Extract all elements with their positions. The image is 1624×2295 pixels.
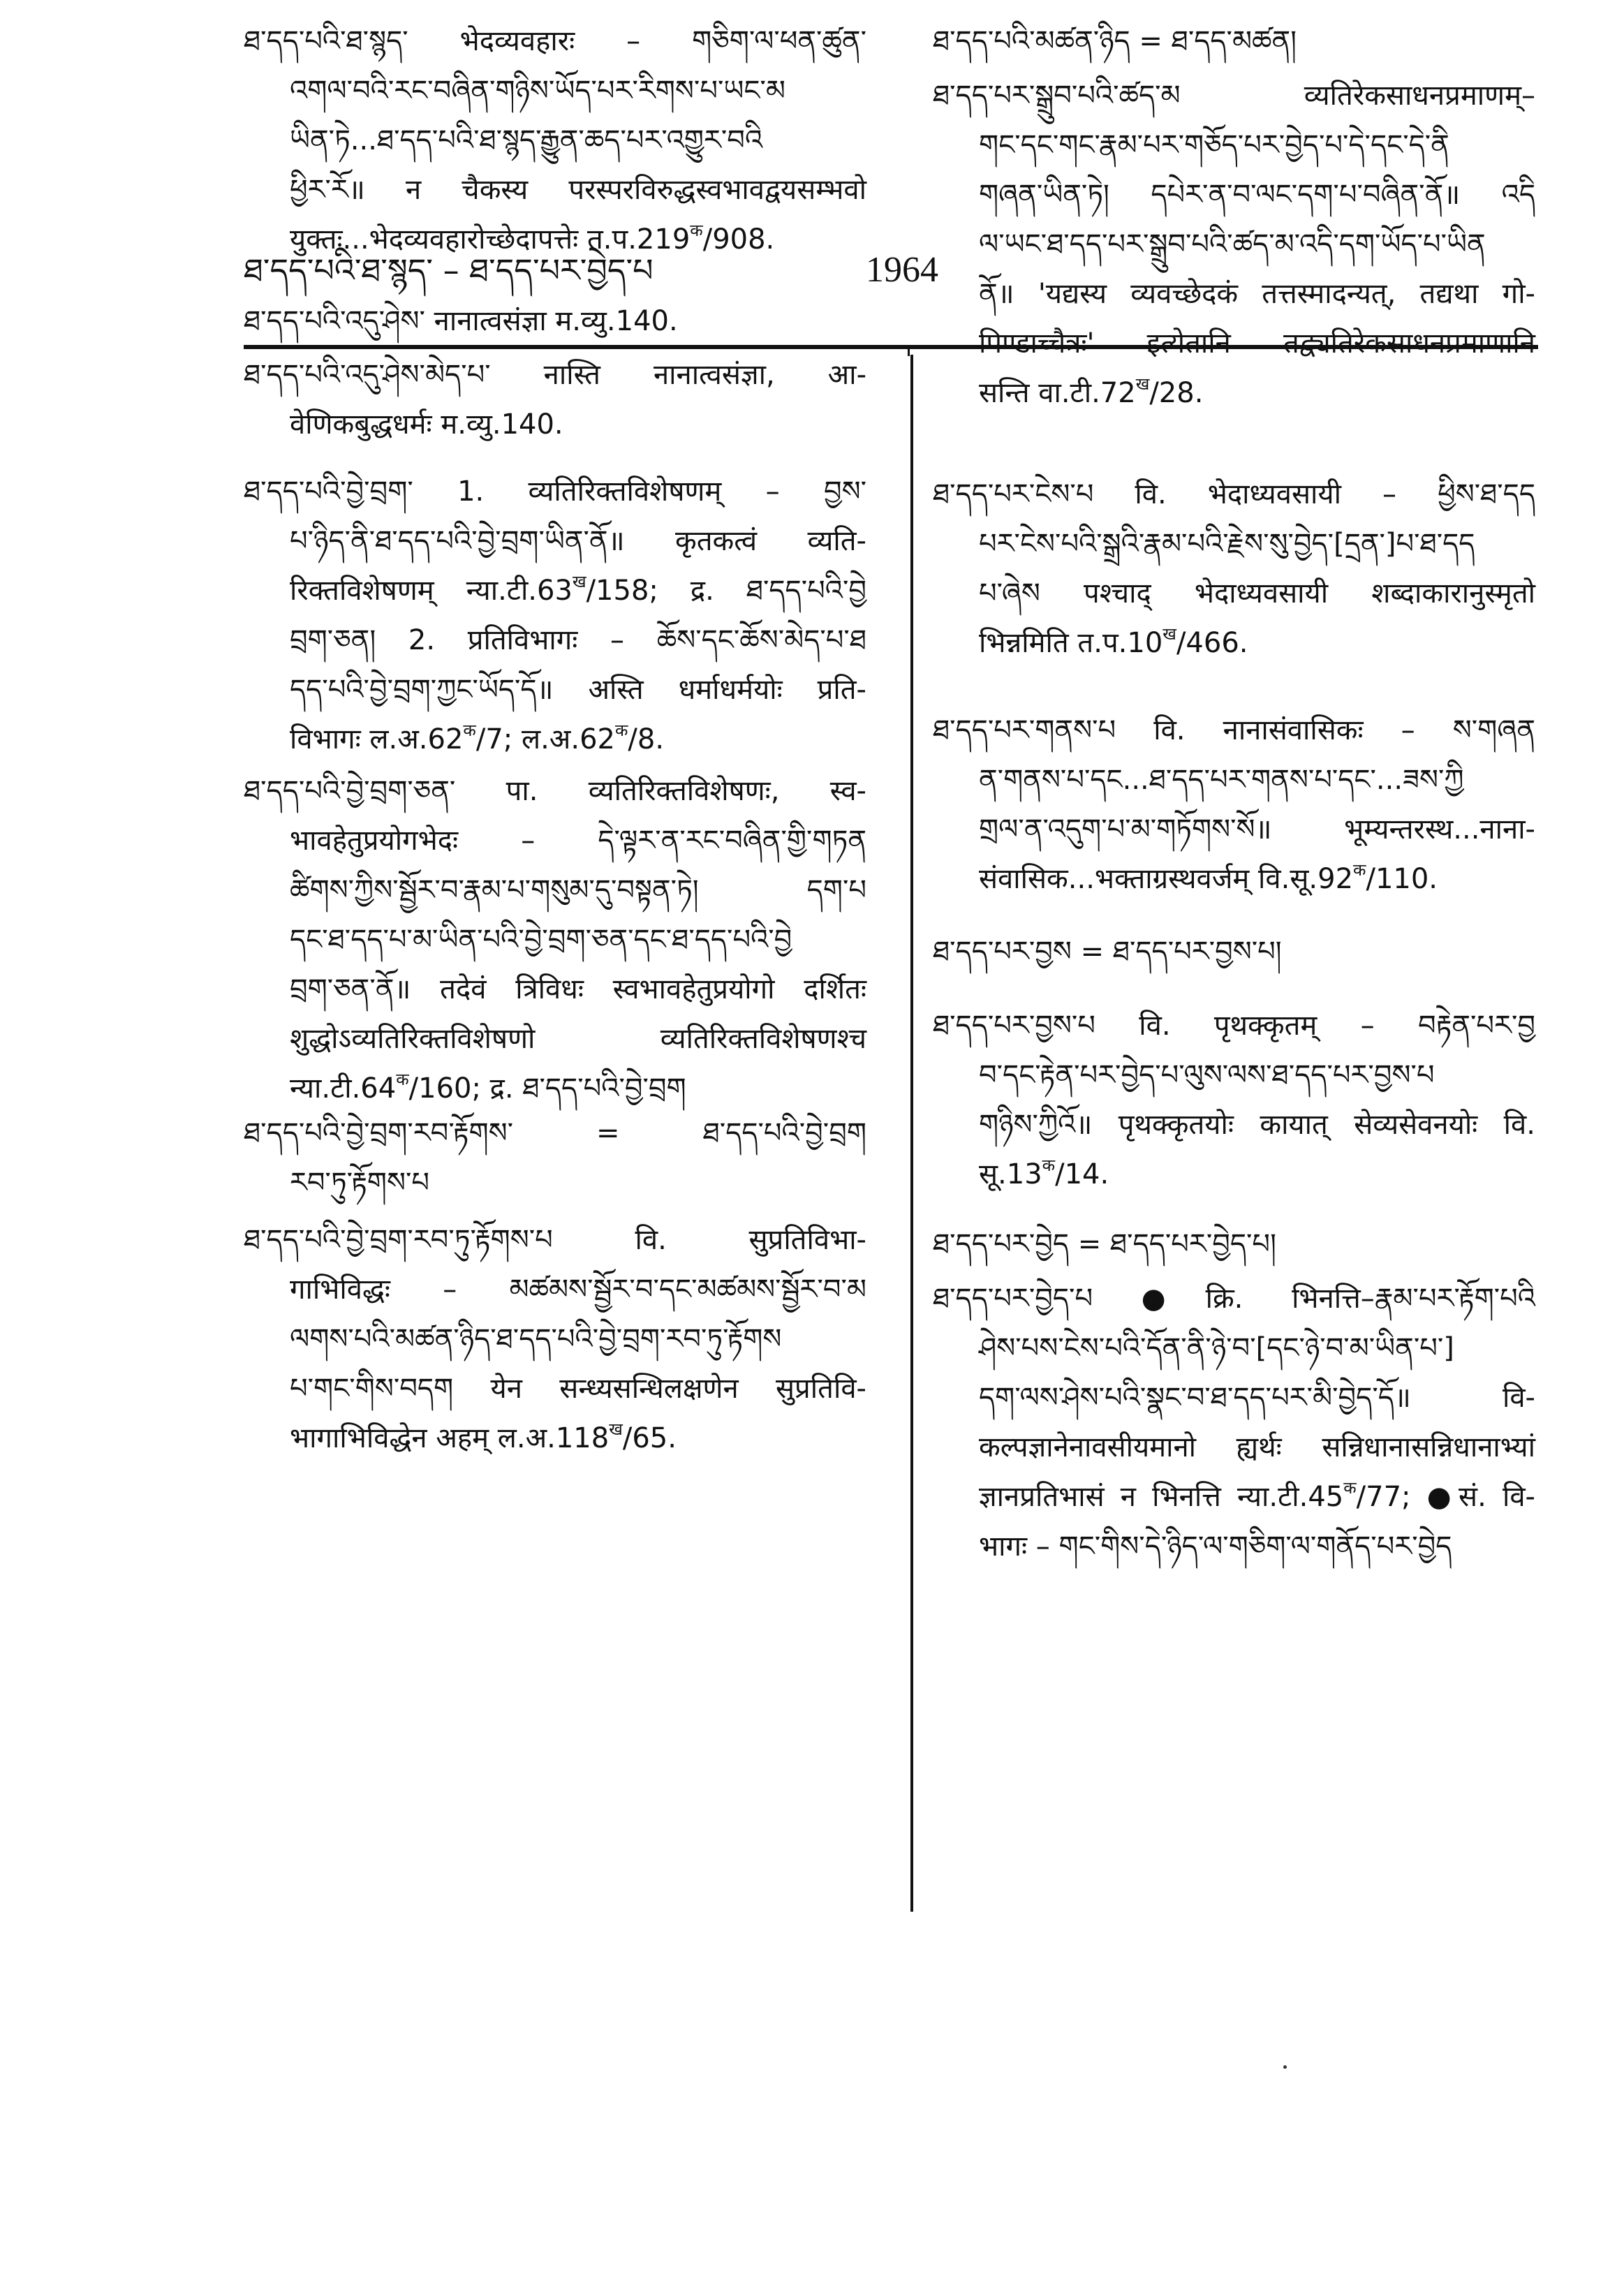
dictionary-entry [244, 1109, 866, 1208]
text-segment: པ་ཞེས पश्चाद् भेदाध्यवसायी शब्दाकारानुस्मृतो [979, 577, 1535, 610]
entry-text-line [933, 1373, 1535, 1423]
folio-side-superscript: क [690, 221, 703, 240]
text-segment: ཕྱིར་རོ॥ न चैकस्य परस्परविरुद्धस्वभावद्वयसम्भवो [290, 174, 866, 206]
text-segment: གྲལ་ན་འདུག་པ་མ་གཏོགས་སོ॥ भूम्यन्तरस्थ...नाना- [979, 813, 1535, 846]
dictionary-entry [244, 767, 866, 1114]
entry-text-line [244, 1414, 866, 1463]
dictionary-entry [933, 1220, 1535, 1269]
folio-side-superscript: क [396, 1070, 409, 1089]
text-segment: ཐ་དད་པར་བྱས་པ वि. पृथक्कृतम् – བརྟེན་པར་བྱ [933, 1010, 1535, 1042]
text-segment: कल्पज्ञानेनावसीयमानो ह्यर्थः सन्निधानासन्निधानाभ्यां [979, 1431, 1535, 1463]
folio-side-superscript: क [1042, 1156, 1056, 1175]
entry-text-line [244, 715, 866, 765]
text-segment: པ་གང་གིས་བདག येन सन्ध्यसन्धिलक्षणेन सुप्रतिवि- [290, 1373, 866, 1405]
entry-text-line [933, 170, 1535, 220]
entry-text-line [244, 66, 866, 116]
entry-text-line [244, 816, 866, 866]
text-segment: ལགས་པའི་མཚན་ཉིད་ཐ་དད་པའི་བྱེ་བྲག་རབ་ཏུ་རྟོགས [290, 1323, 782, 1355]
text-segment: ཐ་དད་པའི་འདུ་ཤེས་ नानात्वसंज्ञा म.व्यु.140. [244, 305, 678, 337]
entry-text-line [244, 215, 866, 265]
text-segment: ཐ་དད་པར་བྱས = ཐ་དད་པར་བྱས་པ། [933, 936, 1282, 968]
text-segment: पिण्डाच्चैत्रः' इत्येतानि तद्व्यतिरेकसाधनप्रमाणानि [979, 327, 1535, 360]
text-segment: ཐ་དད་པར་ངེས་པ वि. भेदाध्यवसायी – ཕྱིས་ཐ་དད [933, 478, 1535, 510]
text-segment: गाभिविद्धः – མཚམས་སྦྱོར་བ་དང་མཚམས་སྦྱོར་བ་མ [290, 1274, 866, 1306]
entry-text-line [244, 665, 866, 715]
text-segment: ཐ་དད་པའི་བྱེ་བྲག་ 1. व्यतिरिक्तविशेषणम् – བྱས་ [244, 475, 866, 508]
text-segment: /158; द्र. ཐ་དད་པའི་བྱེ [586, 575, 866, 607]
text-segment: /160; द्र. ཐ་དད་པའི་བྱེ་བྲག [408, 1072, 686, 1105]
text-segment: དང་ཐ་དད་པ་མ་ཡིན་པའི་བྱེ་བྲག་ཅན་དང་ཐ་དད་པའི་བྱེ [290, 924, 792, 956]
text-segment: /28. [1149, 377, 1204, 409]
entry-headword-line [244, 1216, 866, 1265]
text-segment: འགལ་བའི་རང་བཞིན་གཉིས་ཡོད་པར་རིགས་པ་ཡང་མ [290, 75, 785, 107]
text-segment: བ་དང་རྟེན་པར་བྱེད་པ་ལུས་ལས་ཐ་དད་པར་བྱས་པ [979, 1059, 1435, 1091]
entry-text-line [933, 220, 1535, 270]
entry-text-line [933, 569, 1535, 619]
text-segment: རབ་ཏུ་རྟོགས་པ [290, 1167, 429, 1199]
text-segment: ནོ॥ 'यद्यस्य व्यवच्छेदकं तत्तस्मादन्यत्, तद्यथा गो- [979, 278, 1535, 310]
entry-text-line [244, 400, 866, 450]
column-divider [910, 355, 913, 1912]
page-number: 1964 [866, 250, 938, 290]
text-segment: /8. [628, 723, 665, 755]
text-segment: ན་གནས་པ་དང...ཐ་དད་པར་གནས་པ་དང་...ཟས་ཀྱི [979, 764, 1464, 796]
text-segment: ཐ་དད་པའི་བྱེ་བྲག་རབ་ཏུ་རྟོགས་པ वि. सुप्रतिविभा- [244, 1224, 866, 1256]
entry-text-line [933, 805, 1535, 855]
text-segment: བྲག་ཅན། 2. प्रतिविभागः – ཆོས་དང་ཆོས་མེད་པ་ཐ [290, 624, 866, 656]
entry-text-line [933, 369, 1535, 418]
text-segment: /908. [702, 223, 775, 256]
folio-side-superscript: क [1353, 860, 1366, 880]
text-segment: भागः – གང་གིས་དེ་ཉིད་ལ་གཅིག་ལ་གནོད་པར་བྱེད [979, 1530, 1452, 1563]
entry-headword-line [933, 1274, 1535, 1324]
entry-headword-line [933, 71, 1535, 121]
entry-text-line [244, 1064, 866, 1114]
entry-text-line [933, 319, 1535, 369]
dictionary-entry [933, 706, 1535, 904]
text-segment: ཐ་དད་པའི་བྱེ་བྲག་ཅན་ पा. व्यतिरिक्तविशेषणः, स्व- [244, 775, 866, 807]
text-segment: གང་དང་གང་རྣམ་པར་གཅོད་པར་བྱེད་པ་དེ་དང་དེ་ནི [979, 129, 1449, 161]
entry-text-line [244, 116, 866, 165]
text-segment: युक्तः...भेदव्यवहारोच्छेदापत्तेः त.प.219 [290, 223, 691, 256]
text-segment: /14. [1055, 1158, 1109, 1190]
text-segment: भिन्नमिति त.प.10 [979, 627, 1163, 659]
text-segment: ཐ་དད་པར་གནས་པ वि. नानासंवासिकः – ས་གཞན [933, 714, 1535, 746]
text-segment: ཐ་དད་པར་བྱེད = ཐ་དད་པར་བྱེད་པ། [933, 1228, 1276, 1260]
text-segment: भावहेतुप्रयोगभेदः – དེ་ལྟར་ན་རང་བཞིན་གྱི་གཏན [290, 825, 866, 857]
entry-headword-line [933, 17, 1535, 66]
text-segment: ཐ་དད་པར་བྱེད་པ ●क्रि. भिनत्ति–རྣམ་པར་རྟོག་པའི [933, 1283, 1535, 1315]
entry-headword-line [244, 350, 866, 400]
text-segment: /65. [622, 1422, 677, 1454]
folio-side-superscript: क [463, 721, 476, 740]
text-segment: བྲག་ཅན་ནོ॥ तदेवं त्रिविधः स्वभावहेतुप्रयोगो दर्शितः [290, 973, 866, 1005]
entry-headword-line [244, 1109, 866, 1158]
entry-headword-line [244, 767, 866, 816]
entry-text-line [933, 1473, 1535, 1522]
entry-text-line [244, 1158, 866, 1208]
text-segment: ཤེས་པས་ངེས་པའི་དོན་ནི་ཉེ་བ་[དང་ཉེ་བ་མ་ཡིན་པ་] [979, 1332, 1454, 1364]
text-segment: པར་ངེས་པའི་སྒྲའི་རྣམ་པའི་རྗེས་སུ་བྱེད་[དྲན་]པ་ཐ་དད [979, 528, 1475, 560]
dictionary-entry [933, 470, 1535, 668]
entry-text-line [244, 566, 866, 616]
text-segment: ཐ་དད་པར་སྒྲུབ་པའི་ཚད་མ व्यतिरेकसाधनप्रमाणम्– [933, 80, 1535, 112]
dictionary-entry [244, 1216, 866, 1463]
text-segment: सू.13 [979, 1158, 1042, 1190]
entry-text-line [244, 616, 866, 665]
entry-text-line [244, 1364, 866, 1414]
text-segment: शुद्धोऽव्यतिरिक्तविशेषणो व्यतिरिक्तविशेषणश्च [290, 1023, 866, 1055]
entry-text-line [933, 121, 1535, 170]
text-segment: ཐ་དད་པའི་བྱེ་བྲག་རབ་རྟོགས་ = ཐ་དད་པའི་བྱེ་བྲག [244, 1117, 866, 1149]
text-segment: विभागः ल.अ.62 [290, 723, 464, 755]
running-header-title: ཐ་དད་པའི་ཐ་སྙད་ – ཐ་དད་པར་བྱེད་པ [244, 251, 654, 289]
folio-side-superscript: ख [1162, 624, 1176, 644]
dictionary-entry [244, 17, 866, 265]
entry-text-line [933, 270, 1535, 319]
text-segment: /110. [1366, 863, 1438, 895]
entry-text-line [933, 1423, 1535, 1473]
text-segment: ཡིན་ཏེ...ཐ་དད་པའི་ཐ་སྙད་རྒྱུན་ཆད་པར་འགྱུར་བའི [290, 124, 763, 156]
text-segment: ཐ་དད་པའི་ཐ་སྙད་ भेदव्यवहारः – གཅིག་ལ་ཕན་ཚུན་ [244, 25, 866, 57]
text-segment: དག་ལས་ཤེས་པའི་སྣང་བ་ཐ་དད་པར་མི་བྱེད་དོ॥ वि- [979, 1382, 1535, 1414]
text-segment: न्या.टी.64 [290, 1072, 397, 1105]
dictionary-entry [933, 1274, 1535, 1572]
text-segment: ज्ञानप्रतिभासं न भिनत्ति न्या.टी.45 [979, 1481, 1344, 1513]
entry-text-line [933, 1051, 1535, 1100]
text-segment: /7; ल.अ.62 [475, 723, 615, 755]
dictionary-entry [244, 467, 866, 765]
text-segment: सन्ति वा.टी.72 [979, 377, 1136, 409]
entry-text-line [933, 1100, 1535, 1150]
entry-headword-line [933, 470, 1535, 519]
text-segment: ཐ་དད་པའི་མཚན་ཉིད = ཐ་དད་མཚན། [933, 25, 1297, 57]
folio-side-superscript: ख [572, 572, 586, 591]
entry-headword-line [244, 467, 866, 517]
text-segment: भागाभिविद्धेन अहम् ल.अ.118 [290, 1422, 610, 1454]
text-segment: དད་པའི་བྱེ་བྲག་ཀྱང་ཡོད་དོ॥ अस्ति धर्माधर्मयोः प्रति- [290, 674, 866, 706]
text-segment: रिक्तविशेषणम् न्या.टी.63 [290, 575, 573, 607]
folio-side-superscript: ख [1135, 374, 1150, 394]
text-segment: ལ་ཡང་ཐ་དད་པར་སྒྲུབ་པའི་ཚད་མ་འདི་དག་ཡོད་པ་ཡིན [979, 228, 1486, 260]
entry-text-line [244, 1265, 866, 1315]
entry-headword-line [244, 297, 866, 346]
dictionary-entry [933, 1001, 1535, 1200]
entry-text-line [244, 1014, 866, 1064]
header-rule-tick [908, 348, 910, 356]
entry-text-line [933, 619, 1535, 668]
entry-text-line [244, 965, 866, 1014]
text-segment: ཚིགས་ཀྱིས་སྦྱོར་བ་རྣམ་པ་གསུམ་དུ་བསྟན་ཏེ། དག་པ [290, 874, 866, 906]
speck [1283, 2065, 1287, 2069]
text-segment: /77; ●सं. वि- [1356, 1481, 1535, 1513]
entry-text-line [244, 165, 866, 215]
entry-text-line [933, 1522, 1535, 1572]
entry-text-line [244, 915, 866, 965]
text-segment: /466. [1176, 627, 1248, 659]
entry-text-line [933, 755, 1535, 805]
entry-text-line [933, 519, 1535, 569]
text-segment: པ་ཉིད་ནི་ཐ་དད་པའི་བྱེ་བྲག་ཡིན་ནོ॥ कृतकत्वं व्यति- [290, 525, 866, 557]
text-segment: संवासिक...भक्ताग्रस्थवर्जम् वि.सू.92 [979, 863, 1354, 895]
entry-headword-line [933, 1001, 1535, 1051]
folio-side-superscript: क [614, 721, 628, 740]
text-segment: वेणिकबुद्धधर्मः म.व्यु.140. [290, 408, 563, 441]
entry-headword-line [244, 17, 866, 66]
dictionary-entry [933, 71, 1535, 418]
dictionary-entry [933, 17, 1535, 66]
entry-text-line [244, 866, 866, 915]
dictionary-entry [244, 297, 866, 346]
text-segment: གཞན་ཡིན་ཏེ། དཔེར་ན་བ་ལང་དག་པ་བཞིན་ནོ॥ འདི [979, 179, 1535, 211]
folio-side-superscript: ख [609, 1419, 623, 1439]
entry-headword-line [933, 706, 1535, 755]
entry-text-line [933, 1150, 1535, 1200]
dictionary-entry [244, 350, 866, 450]
entry-text-line [933, 855, 1535, 904]
folio-side-superscript: क [1343, 1478, 1357, 1498]
entry-headword-line [933, 927, 1535, 977]
entry-text-line [933, 1324, 1535, 1373]
entry-headword-line [933, 1220, 1535, 1269]
text-segment: གཉིས་ཀྱིའོ॥ पृथक्कृतयोः कायात् सेव्यसेवनयोः वि. [979, 1109, 1535, 1141]
dictionary-entry [933, 927, 1535, 977]
entry-text-line [244, 517, 866, 566]
entry-text-line [244, 1315, 866, 1364]
text-segment: ཐ་དད་པའི་འདུ་ཤེས་མེད་པ་ नास्ति नानात्वसंज्ञा, आ- [244, 359, 866, 391]
